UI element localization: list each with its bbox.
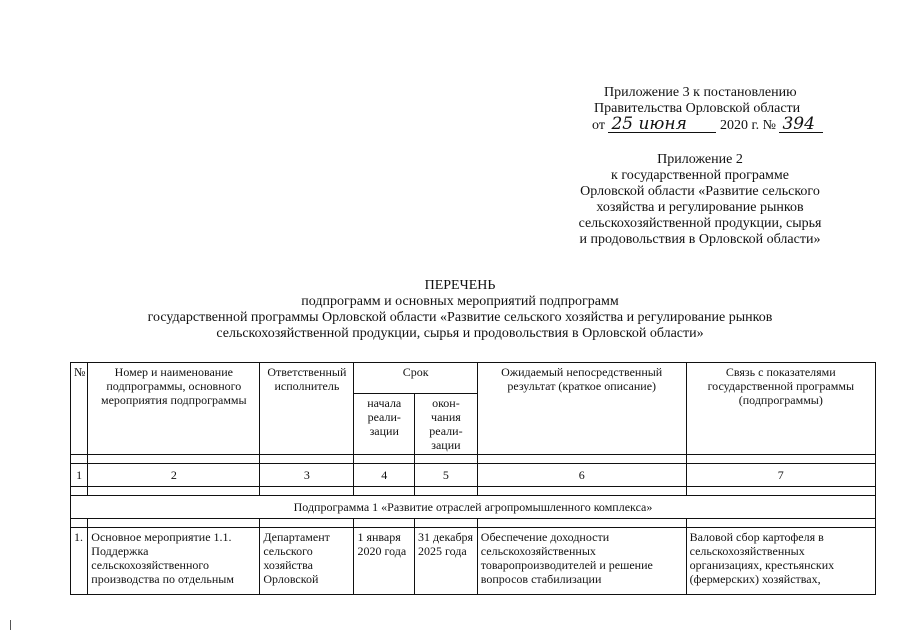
table-spacer-row [71,487,876,496]
appendix-2-line-2: к государственной программе [611,168,789,183]
handwritten-number: 394 [779,117,823,133]
index-cell: 1 [71,464,88,487]
year-label: 2020 г. № [719,118,776,133]
header-start: начала реали-зации [354,394,415,455]
header-end: окон-чания реали-зации [415,394,478,455]
row-result: Обеспечение доходности сельскохозяйственных товаропроизводителей и решение вопросов стабилизации [477,528,686,595]
header-result: Ожидаемый непосредственный результат (краткое описание) [477,363,686,455]
handwritten-date: 25 июня [608,117,716,133]
header-link: Связь с показателями государственной программы (подпрограммы) [686,363,875,455]
row-num: 1. [71,528,88,595]
index-cell: 6 [477,464,686,487]
index-cell: 3 [260,464,354,487]
table-spacer-row [71,455,876,464]
appendix-2-line-3: Орловской области «Развитие сельского [580,184,820,199]
scan-mark [10,620,11,630]
table-header-row [71,363,876,394]
index-cell: 7 [686,464,875,487]
header-responsible: Ответственный исполнитель [260,363,354,455]
table-row [71,528,876,595]
column-index-row [71,464,876,487]
header-term: Срок [354,363,477,394]
index-cell: 5 [415,464,478,487]
row-start: 1 января 2020 года [354,528,415,595]
appendix-3-line-2: Правительства Орловской области [594,101,801,116]
row-link: Валовой сбор картофеля в сельскохозяйственных организациях, крестьянских (фермерских) хозяйствах, [686,528,875,595]
title-heading: ПЕРЕЧЕНЬ [424,278,496,293]
table-spacer-row [71,519,876,528]
appendix-2-line-6: и продовольствия в Орловской области» [579,232,821,247]
row-responsible: Департамент сельского хозяйства Орловской [260,528,354,595]
appendix-2-line-1: Приложение 2 [657,152,743,167]
subprogram-row [71,496,876,519]
header-name: Номер и наименование подпрограммы, основного мероприятия подпрограммы [88,363,260,455]
program-table [70,362,876,595]
title-line-1: подпрограмм и основных мероприятий подпрограмм [301,294,619,309]
header-num: № [71,363,88,455]
title-line-3: сельскохозяйственной продукции, сырья и продовольствия в Орловской области» [216,326,704,341]
title-line-2: государственной программы Орловской области «Развитие сельского хозяйства и регулирование рынков [147,310,773,325]
document-title [80,278,840,342]
index-cell: 4 [354,464,415,487]
subprogram-title: Подпрограмма 1 «Развитие отраслей агропромышленного комплекса» [71,496,876,519]
appendix-3-block [580,85,870,134]
appendix-3-date-line [580,114,870,134]
row-name: Основное мероприятие 1.1. Поддержка сельскохозяйственного производства по отдельным [88,528,260,595]
appendix-2-block [555,152,845,248]
index-cell: 2 [88,464,260,487]
from-label: от [592,118,605,133]
appendix-2-line-4: хозяйства и регулирование рынков [596,200,804,215]
appendix-3-line-1: Приложение 3 к постановлению [604,85,797,100]
row-end: 31 декабря 2025 года [415,528,478,595]
appendix-2-line-5: сельскохозяйственной продукции, сырья [578,216,822,231]
